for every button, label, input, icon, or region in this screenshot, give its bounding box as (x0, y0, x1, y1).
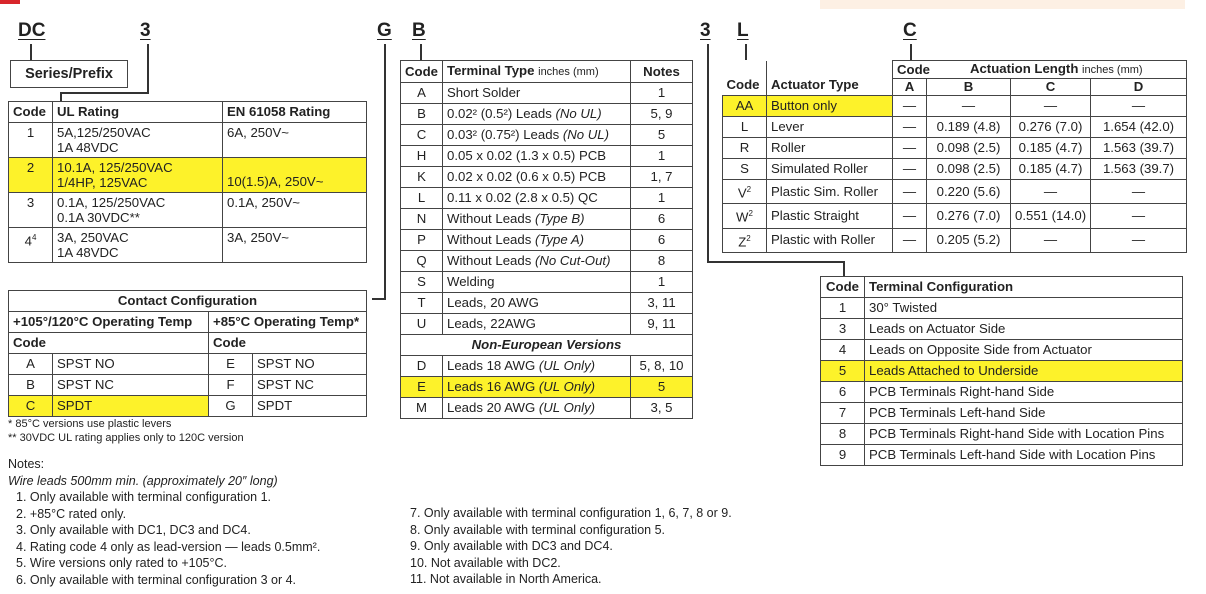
ul-rating-line1: 3A, 250VAC (57, 230, 129, 245)
en-rating: 6A, 250V~ (223, 123, 367, 158)
contact-row-c (9, 396, 367, 417)
act-val-a: — (893, 180, 927, 204)
terminal-type-row (401, 272, 693, 293)
contact-title: Contact Configuration (9, 291, 367, 312)
act-val-d: — (1091, 204, 1187, 228)
tt-code: Q (401, 251, 443, 272)
act-val-b: 0.220 (5.6) (927, 180, 1011, 204)
tt-notes: 1, 7 (631, 167, 693, 188)
notes-right-list (410, 505, 732, 588)
ul-rating-line2: 0.1A 30VDC** (57, 210, 140, 225)
terminal-config-row (821, 403, 1183, 424)
terminal-config-row (821, 361, 1183, 382)
contact-desc: SPDT (253, 396, 367, 417)
act-val-b: 0.098 (2.5) (927, 159, 1011, 180)
contact-row-b (9, 375, 367, 396)
act-col-d: D (1091, 79, 1187, 96)
note-item: 6. Only available with terminal configuration 3 or 4. (16, 572, 297, 587)
code-c: C (903, 20, 917, 41)
top-banner-strip (820, 0, 1185, 9)
tt-notes: 1 (631, 146, 693, 167)
tt-type (443, 230, 631, 251)
tt-type (443, 356, 631, 377)
contact-code-highlighted: C (9, 396, 53, 417)
act-code-text: S (740, 161, 749, 176)
tc-code: 9 (821, 445, 865, 466)
act-code (723, 180, 767, 204)
tt-header-type (443, 61, 631, 83)
contact-code: B (9, 375, 53, 396)
note-item: 4. Rating code 4 only as lead-version — leads 0.5mm². (16, 539, 321, 554)
act-val-b: 0.189 (4.8) (927, 117, 1011, 138)
act-val-b: — (927, 96, 1011, 117)
terminal-config-row (821, 424, 1183, 445)
ul-rating-line1: 5A,125/250VAC (57, 125, 151, 140)
code-dc: DC (18, 20, 46, 41)
act-val-d: 1.563 (39.7) (1091, 138, 1187, 159)
act-code-text: V (737, 185, 747, 201)
actuator-row (723, 96, 1187, 117)
ul-row-2-highlighted (9, 158, 367, 193)
act-type: Roller (767, 138, 893, 159)
contact-desc: SPST NC (53, 375, 209, 396)
actuator-row (723, 204, 1187, 228)
act-code (723, 96, 767, 117)
terminal-type-header (401, 61, 693, 83)
tt-type-text: Welding (447, 274, 495, 289)
ul-header-en: EN 61058 Rating (223, 102, 367, 123)
tt-header-code: Code (401, 61, 443, 83)
tt-type-note: (No UL) (562, 127, 610, 142)
tt-type (443, 398, 631, 419)
tt-code: U (401, 314, 443, 335)
tt-type-text: Without Leads (447, 232, 532, 247)
connector-3b-drop (843, 261, 845, 277)
act-header-length-text: Actuation Length (969, 61, 1079, 76)
act-type: Plastic Straight (767, 204, 893, 228)
tc-code: 5 (821, 361, 865, 382)
ul-rating (53, 123, 223, 158)
connector-g-vertical (384, 44, 386, 300)
terminal-config-table (820, 276, 1183, 466)
act-val-d: 1.654 (42.0) (1091, 117, 1187, 138)
connector-3-horizontal (60, 92, 149, 94)
terminal-type-row (401, 167, 693, 188)
en-rating: 10(1.5)A, 250V~ (223, 158, 367, 193)
code-3-config: 3 (700, 20, 711, 41)
terminal-config-row (821, 382, 1183, 403)
act-code-sup: 2 (746, 185, 752, 194)
contact-code: F (209, 375, 253, 396)
connector-3b-vertical (707, 44, 709, 262)
tt-type-text: Without Leads (447, 211, 532, 226)
tt-notes: 3, 11 (631, 293, 693, 314)
terminal-type-row (401, 125, 693, 146)
note-item: 8. Only available with terminal configuration 5. (410, 522, 665, 537)
connector-3-vertical (147, 44, 149, 92)
contact-code: E (209, 354, 253, 375)
act-code-text: Z (738, 234, 747, 250)
tt-type (443, 125, 631, 146)
act-val-a: — (893, 204, 927, 228)
terminal-type-table (400, 60, 693, 419)
tt-code: B (401, 104, 443, 125)
act-type: Plastic with Roller (767, 228, 893, 252)
terminal-type-row (401, 104, 693, 125)
tt-type-text: Leads 18 AWG (447, 358, 536, 373)
contact-desc: SPST NO (53, 354, 209, 375)
actuator-row (723, 159, 1187, 180)
tt-header-notes: Notes (631, 61, 693, 83)
tt-notes: 1 (631, 83, 693, 104)
act-val-c: 0.185 (4.7) (1011, 159, 1091, 180)
tt-notes: 3, 5 (631, 398, 693, 419)
act-val-b: 0.205 (5.2) (927, 228, 1011, 252)
act-code-sup: 2 (746, 233, 751, 243)
note-item: 7. Only available with terminal configuration 1, 6, 7, 8 or 9. (410, 506, 732, 520)
ul-rating (53, 193, 223, 228)
tt-header-units: inches (mm) (538, 66, 599, 78)
act-header-units: inches (mm) (1082, 64, 1143, 76)
notes-title: Notes: (8, 457, 45, 471)
actuator-row (723, 180, 1187, 204)
ul-rating-table (8, 101, 367, 263)
tc-config: 30° Twisted (865, 298, 1183, 319)
tt-notes: 1 (631, 188, 693, 209)
act-col-a: A (893, 79, 927, 96)
ul-code: 1 (9, 123, 53, 158)
tt-code: T (401, 293, 443, 314)
terminal-type-row (401, 230, 693, 251)
contact-col-85: +85°C Operating Temp* (209, 312, 367, 333)
terminal-config-row (821, 298, 1183, 319)
act-val-c: 0.551 (14.0) (1011, 204, 1091, 228)
act-code-sup: 2 (748, 209, 753, 219)
act-val-d: — (1091, 228, 1187, 252)
terminal-type-row (401, 188, 693, 209)
tt-type-note: (Type B) (534, 211, 585, 226)
code-3-ul: 3 (140, 20, 151, 41)
tc-header-config: Terminal Configuration (865, 277, 1183, 298)
series-prefix-box: Series/Prefix (10, 60, 128, 88)
ul-rating-line1: 0.1A, 125/250VAC (57, 195, 166, 210)
footnote-85c: * 85°C versions use plastic levers (8, 418, 172, 430)
ul-rating (53, 228, 223, 263)
code-g: G (377, 20, 392, 41)
code-b: B (412, 20, 426, 41)
tc-config: PCB Terminals Left-hand Side with Location Pins (865, 445, 1183, 466)
tt-code: E (401, 377, 443, 398)
tt-notes: 5, 9 (631, 104, 693, 125)
tt-code: C (401, 125, 443, 146)
tt-notes: 6 (631, 230, 693, 251)
ul-header-code: Code (9, 102, 53, 123)
act-code (723, 117, 767, 138)
act-code (723, 204, 767, 228)
act-val-a: — (893, 138, 927, 159)
contact-desc-highlighted: SPDT (53, 396, 209, 417)
tt-type (443, 251, 631, 272)
act-code (723, 138, 767, 159)
tc-code: 6 (821, 382, 865, 403)
contact-desc: SPST NO (253, 354, 367, 375)
tt-notes: 5 (631, 377, 693, 398)
terminal-type-row (401, 314, 693, 335)
red-accent-mark (0, 0, 20, 4)
contact-code: A (9, 354, 53, 375)
ul-code-sup: 4 (31, 233, 37, 242)
actuator-row (723, 138, 1187, 159)
code-l: L (737, 20, 749, 41)
tc-code: 3 (821, 319, 865, 340)
act-val-b: 0.276 (7.0) (927, 204, 1011, 228)
ul-rating (53, 158, 223, 193)
notes-section (8, 456, 320, 588)
tc-code: 4 (821, 340, 865, 361)
tt-type (443, 188, 631, 209)
terminal-type-row (401, 83, 693, 104)
ul-code (9, 228, 53, 263)
terminal-type-row (401, 209, 693, 230)
note-item: 11. Not available in North America. (410, 572, 602, 586)
tt-type-text: Leads, 22AWG (447, 316, 536, 331)
terminal-type-row (401, 356, 693, 377)
tt-type-note: (UL Only) (538, 379, 596, 394)
tt-type-text: 0.11 x 0.02 (2.8 x 0.5) QC (447, 190, 598, 205)
act-type: Button only (767, 96, 893, 117)
tc-code: 1 (821, 298, 865, 319)
terminal-type-row (401, 398, 693, 419)
act-type: Plastic Sim. Roller (767, 180, 893, 204)
contact-config-table (8, 290, 367, 417)
tt-type (443, 104, 631, 125)
en-rating: 3A, 250V~ (223, 228, 367, 263)
contact-col-105: +105°/120°C Operating Temp (9, 312, 209, 333)
ul-header-rating: UL Rating (53, 102, 223, 123)
act-val-a: — (893, 96, 927, 117)
ul-code: 2 (9, 158, 53, 193)
non-european-heading: Non-European Versions (401, 335, 693, 356)
contact-code-header-2: Code (209, 333, 253, 354)
tc-config: PCB Terminals Right-hand Side with Location Pins (865, 424, 1183, 445)
tt-code: M (401, 398, 443, 419)
act-val-a: — (893, 117, 927, 138)
terminal-type-row (401, 146, 693, 167)
tt-type-text: 0.02² (0.5²) Leads (447, 106, 552, 121)
tt-type-text: Leads 20 AWG (447, 400, 536, 415)
terminal-type-row (401, 251, 693, 272)
ul-row-1 (9, 123, 367, 158)
contact-code-header-1: Code (9, 333, 53, 354)
connector-g-horizontal (372, 298, 386, 300)
act-val-c: — (1011, 180, 1091, 204)
tt-notes: 9, 11 (631, 314, 693, 335)
tt-type-note: (Type A) (534, 232, 585, 247)
ul-rating-line2: 1/4HP, 125VAC (57, 175, 148, 190)
tt-type-text: Short Solder (447, 85, 521, 100)
act-code-text: R (739, 140, 750, 155)
connector-dc (30, 44, 32, 60)
act-code-text: W (736, 209, 749, 225)
tc-config: Leads on Opposite Side from Actuator (865, 340, 1183, 361)
actuator-table (722, 60, 1187, 253)
act-code (723, 228, 767, 252)
act-val-c: — (1011, 96, 1091, 117)
terminal-type-row (401, 293, 693, 314)
note-item: 1. Only available with terminal configuration 1. (16, 490, 271, 504)
tt-type (443, 293, 631, 314)
act-code-text: AA (735, 98, 754, 113)
act-val-d: 1.563 (39.7) (1091, 159, 1187, 180)
act-val-d: — (1091, 180, 1187, 204)
act-val-d: — (1091, 96, 1187, 117)
note-item: 2. +85°C rated only. (16, 506, 127, 521)
ul-header-row (9, 102, 367, 123)
contact-empty-1 (53, 333, 209, 354)
ul-row-4 (9, 228, 367, 263)
tt-code: S (401, 272, 443, 293)
tt-type-note: (No Cut-Out) (534, 253, 611, 268)
act-val-c: — (1011, 228, 1091, 252)
connector-b (420, 44, 422, 60)
tc-header-code: Code (821, 277, 865, 298)
tc-code: 8 (821, 424, 865, 445)
ul-rating-line2: 1A 48VDC (57, 140, 119, 155)
act-val-c: 0.185 (4.7) (1011, 138, 1091, 159)
tt-type-text: 0.05 x 0.02 (1.3 x 0.5) PCB (447, 148, 607, 163)
ul-rating-line1: 10.1A, 125/250VAC (57, 160, 173, 175)
act-col-b: B (927, 79, 1011, 96)
notes-wire: Wire leads 500mm min. (approximately 20″ long) (8, 473, 278, 488)
act-header-code2: Code (893, 61, 927, 79)
contact-desc: SPST NC (253, 375, 367, 396)
tt-type-text: Without Leads (447, 253, 532, 268)
tc-config: Leads Attached to Underside (865, 361, 1183, 382)
note-item: 9. Only available with DC3 and DC4. (410, 539, 613, 553)
actuator-row (723, 228, 1187, 252)
tt-code: N (401, 209, 443, 230)
act-code (723, 159, 767, 180)
act-val-c: 0.276 (7.0) (1011, 117, 1091, 138)
act-code-text: L (740, 119, 749, 134)
tt-header-type-text: Terminal Type (447, 63, 535, 78)
note-item: 5. Wire versions only rated to +105°C. (16, 556, 227, 570)
note-item: 10. Not available with DC2. (410, 555, 561, 570)
tt-code: H (401, 146, 443, 167)
act-header-type: Actuator Type (767, 61, 893, 96)
tt-type (443, 209, 631, 230)
act-header-length (927, 61, 1187, 79)
ul-rating-line2: 1A 48VDC (57, 245, 119, 260)
tt-type-text: 0.02 x 0.02 (0.6 x 0.5) PCB (447, 169, 607, 184)
connector-3b-horizontal (707, 261, 844, 263)
tc-config: Leads on Actuator Side (865, 319, 1183, 340)
tt-type-text: 0.03² (0.75²) Leads (447, 127, 560, 142)
tt-type-note: (UL Only) (538, 400, 596, 415)
terminal-type-row (401, 377, 693, 398)
connector-c (910, 44, 912, 60)
tc-config: PCB Terminals Right-hand Side (865, 382, 1183, 403)
tt-notes: 6 (631, 209, 693, 230)
tt-notes: 5, 8, 10 (631, 356, 693, 377)
terminal-config-row (821, 340, 1183, 361)
act-type: Simulated Roller (767, 159, 893, 180)
tt-notes: 1 (631, 272, 693, 293)
tt-type (443, 167, 631, 188)
tt-code: A (401, 83, 443, 104)
tt-code: P (401, 230, 443, 251)
tt-notes: 5 (631, 125, 693, 146)
footnote-30vdc: ** 30VDC UL rating applies only to 120C version (8, 432, 244, 444)
tt-notes: 8 (631, 251, 693, 272)
tt-type (443, 377, 631, 398)
tt-type-note: (No UL) (555, 106, 602, 121)
actuator-row (723, 117, 1187, 138)
ul-row-3 (9, 193, 367, 228)
act-header-code: Code (723, 61, 767, 96)
tt-type (443, 83, 631, 104)
act-val-a: — (893, 159, 927, 180)
tt-code: L (401, 188, 443, 209)
terminal-config-row (821, 319, 1183, 340)
act-col-c: C (1011, 79, 1091, 96)
terminal-config-row (821, 445, 1183, 466)
tt-type-text: Leads 16 AWG (447, 379, 536, 394)
tt-type (443, 146, 631, 167)
act-type: Lever (767, 117, 893, 138)
tc-config: PCB Terminals Left-hand Side (865, 403, 1183, 424)
act-val-b: 0.098 (2.5) (927, 138, 1011, 159)
tt-code: D (401, 356, 443, 377)
act-val-a: — (893, 228, 927, 252)
en-rating: 0.1A, 250V~ (223, 193, 367, 228)
connector-l (745, 44, 747, 60)
contact-row-a (9, 354, 367, 375)
ul-code-text: 4 (24, 233, 32, 249)
notes-left-list (8, 489, 320, 588)
tt-type-text: Leads, 20 AWG (447, 295, 539, 310)
tt-type (443, 272, 631, 293)
contact-code: G (209, 396, 253, 417)
note-item: 3. Only available with DC1, DC3 and DC4. (16, 523, 251, 537)
tc-code: 7 (821, 403, 865, 424)
tt-type (443, 314, 631, 335)
contact-empty-2 (253, 333, 367, 354)
tt-type-note: (UL Only) (538, 358, 596, 373)
tt-code: K (401, 167, 443, 188)
ul-code: 3 (9, 193, 53, 228)
